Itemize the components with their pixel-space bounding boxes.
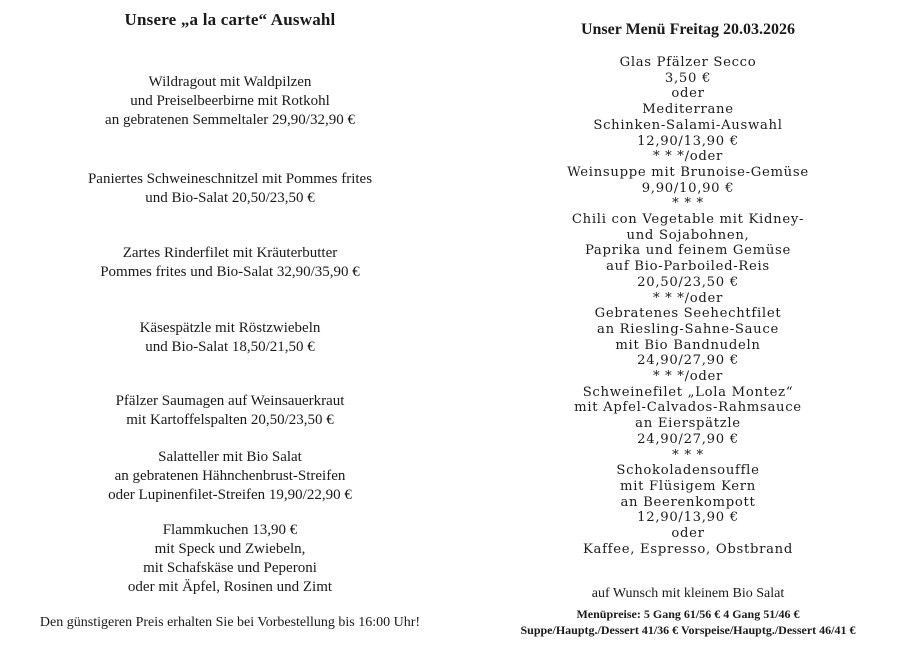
menu-line: an Riesling-Sahne-Sauce [597, 321, 779, 337]
dish-line: mit Kartoffelspalten 20,50/23,50 € [126, 412, 334, 428]
menu-line: Mediterrane [642, 102, 734, 118]
menu-line: Schokoladensouffle [616, 463, 760, 479]
preorder-note: Den günstigeren Preis erhalten Sie bei Vorbestellung bis 16:00 Uhr! [39, 615, 421, 630]
menu-line: 12,90/13,90 € [637, 510, 739, 526]
menu-line: auf Bio-Parboiled-Reis [606, 259, 770, 275]
menu-line: oder [671, 86, 705, 102]
dish-line: mit Speck und Zwiebeln, [154, 541, 306, 557]
menu-line: Schinken-Salami-Auswahl [593, 117, 783, 133]
dish-line: oder mit Äpfel, Rosinen und Zimt [127, 579, 333, 595]
menu-line: mit Apfel-Calvados-Rahmsauce [574, 400, 802, 416]
menu-line: und Sojabohnen, [626, 227, 750, 243]
dish-line: Käsespätzle mit Röstzwiebeln [139, 320, 321, 336]
menu-line: mit Bio Bandnudeln [615, 337, 761, 353]
dish-line: Pommes frites und Bio-Salat 32,90/35,90 € [100, 264, 360, 280]
menu-prices-line: Suppe/Hauptg./Dessert 41/36 € Vorspeise/Hauptg./Dessert 46/41 € [520, 623, 856, 637]
menu-line: Schweinefilet „Lola Montez“ [582, 384, 794, 400]
dish-line: Zartes Rinderfilet mit Kräuterbutter [122, 245, 338, 261]
dish-flammkuchen [0, 521, 460, 597]
menu-line: 9,90/10,90 € [641, 180, 735, 196]
menu-heading: Unser Menü Freitag 20.03.2026 [580, 21, 796, 38]
dish-line: an gebratenen Semmeltaler 29,90/32,90 € [105, 112, 355, 128]
dish-line: Flammkuchen 13,90 € [162, 522, 298, 538]
dish-schnitzel [0, 170, 460, 208]
a-la-carte-heading: Unsere „a la carte“ Auswahl [124, 10, 336, 29]
dish-line: oder Lupinenfilet-Streifen 19,90/22,90 € [108, 487, 352, 503]
dish-salatteller [0, 448, 460, 505]
menu-line: an Eierspätzle [635, 416, 741, 432]
dish-line: Pfälzer Saumagen auf Weinsauerkraut [115, 393, 345, 409]
menu-line: * * */oder [652, 149, 724, 165]
menu-line: Paprika und feinem Gemüse [584, 243, 792, 259]
menu-line: 3,50 € [664, 70, 712, 86]
menu-line: * * */oder [652, 369, 724, 385]
menu-line: Weinsuppe mit Brunoise-Gemüse [567, 164, 809, 180]
menu-line: mit Flüsigem Kern [619, 478, 756, 494]
menu-line: Glas Pfälzer Secco [619, 55, 757, 70]
dish-rinderfilet [0, 244, 460, 282]
menu-line: oder [671, 526, 705, 542]
dish-line: und Bio-Salat 18,50/21,50 € [145, 339, 315, 355]
menu-line: Kaffee, Espresso, Obstbrand [582, 541, 794, 557]
dish-line: Salatteller mit Bio Salat [158, 449, 302, 465]
dish-line: und Preiselbeerbirne mit Rotkohl [130, 93, 330, 109]
dish-line: mit Schafskäse und Peperoni [143, 560, 317, 576]
menu-line: 12,90/13,90 € [637, 133, 739, 149]
menu-course-list [478, 55, 898, 558]
dish-line: Paniertes Schweineschnitzel mit Pommes frites [87, 171, 373, 187]
menu-line: 24,90/27,90 € [637, 353, 739, 369]
menu-line: * * * [672, 196, 704, 212]
menu-line: Gebratenes Seehechtfilet [594, 306, 782, 322]
dish-line: Wildragout mit Waldpilzen [148, 74, 312, 90]
menu-line: an Beerenkompott [620, 494, 756, 510]
menu-prices-line: Menüpreise: 5 Gang 61/56 € 4 Gang 51/46 € [576, 607, 800, 621]
dish-wildragout [0, 73, 460, 130]
dish-saumagen [0, 392, 460, 430]
menu-line: 24,90/27,90 € [637, 431, 739, 447]
menu-line: * * */oder [652, 290, 724, 306]
dish-kaesespaetzle [0, 319, 460, 357]
menu-line: Chili con Vegetable mit Kidney- [571, 212, 805, 228]
dish-line: und Bio-Salat 20,50/23,50 € [145, 190, 315, 206]
menu-line: * * * [672, 447, 704, 463]
menu-line: 20,50/23,50 € [637, 274, 739, 290]
dish-line: an gebratenen Hähnchenbrust-Streifen [114, 468, 346, 484]
bio-salad-note: auf Wunsch mit kleinem Bio Salat [591, 586, 785, 601]
